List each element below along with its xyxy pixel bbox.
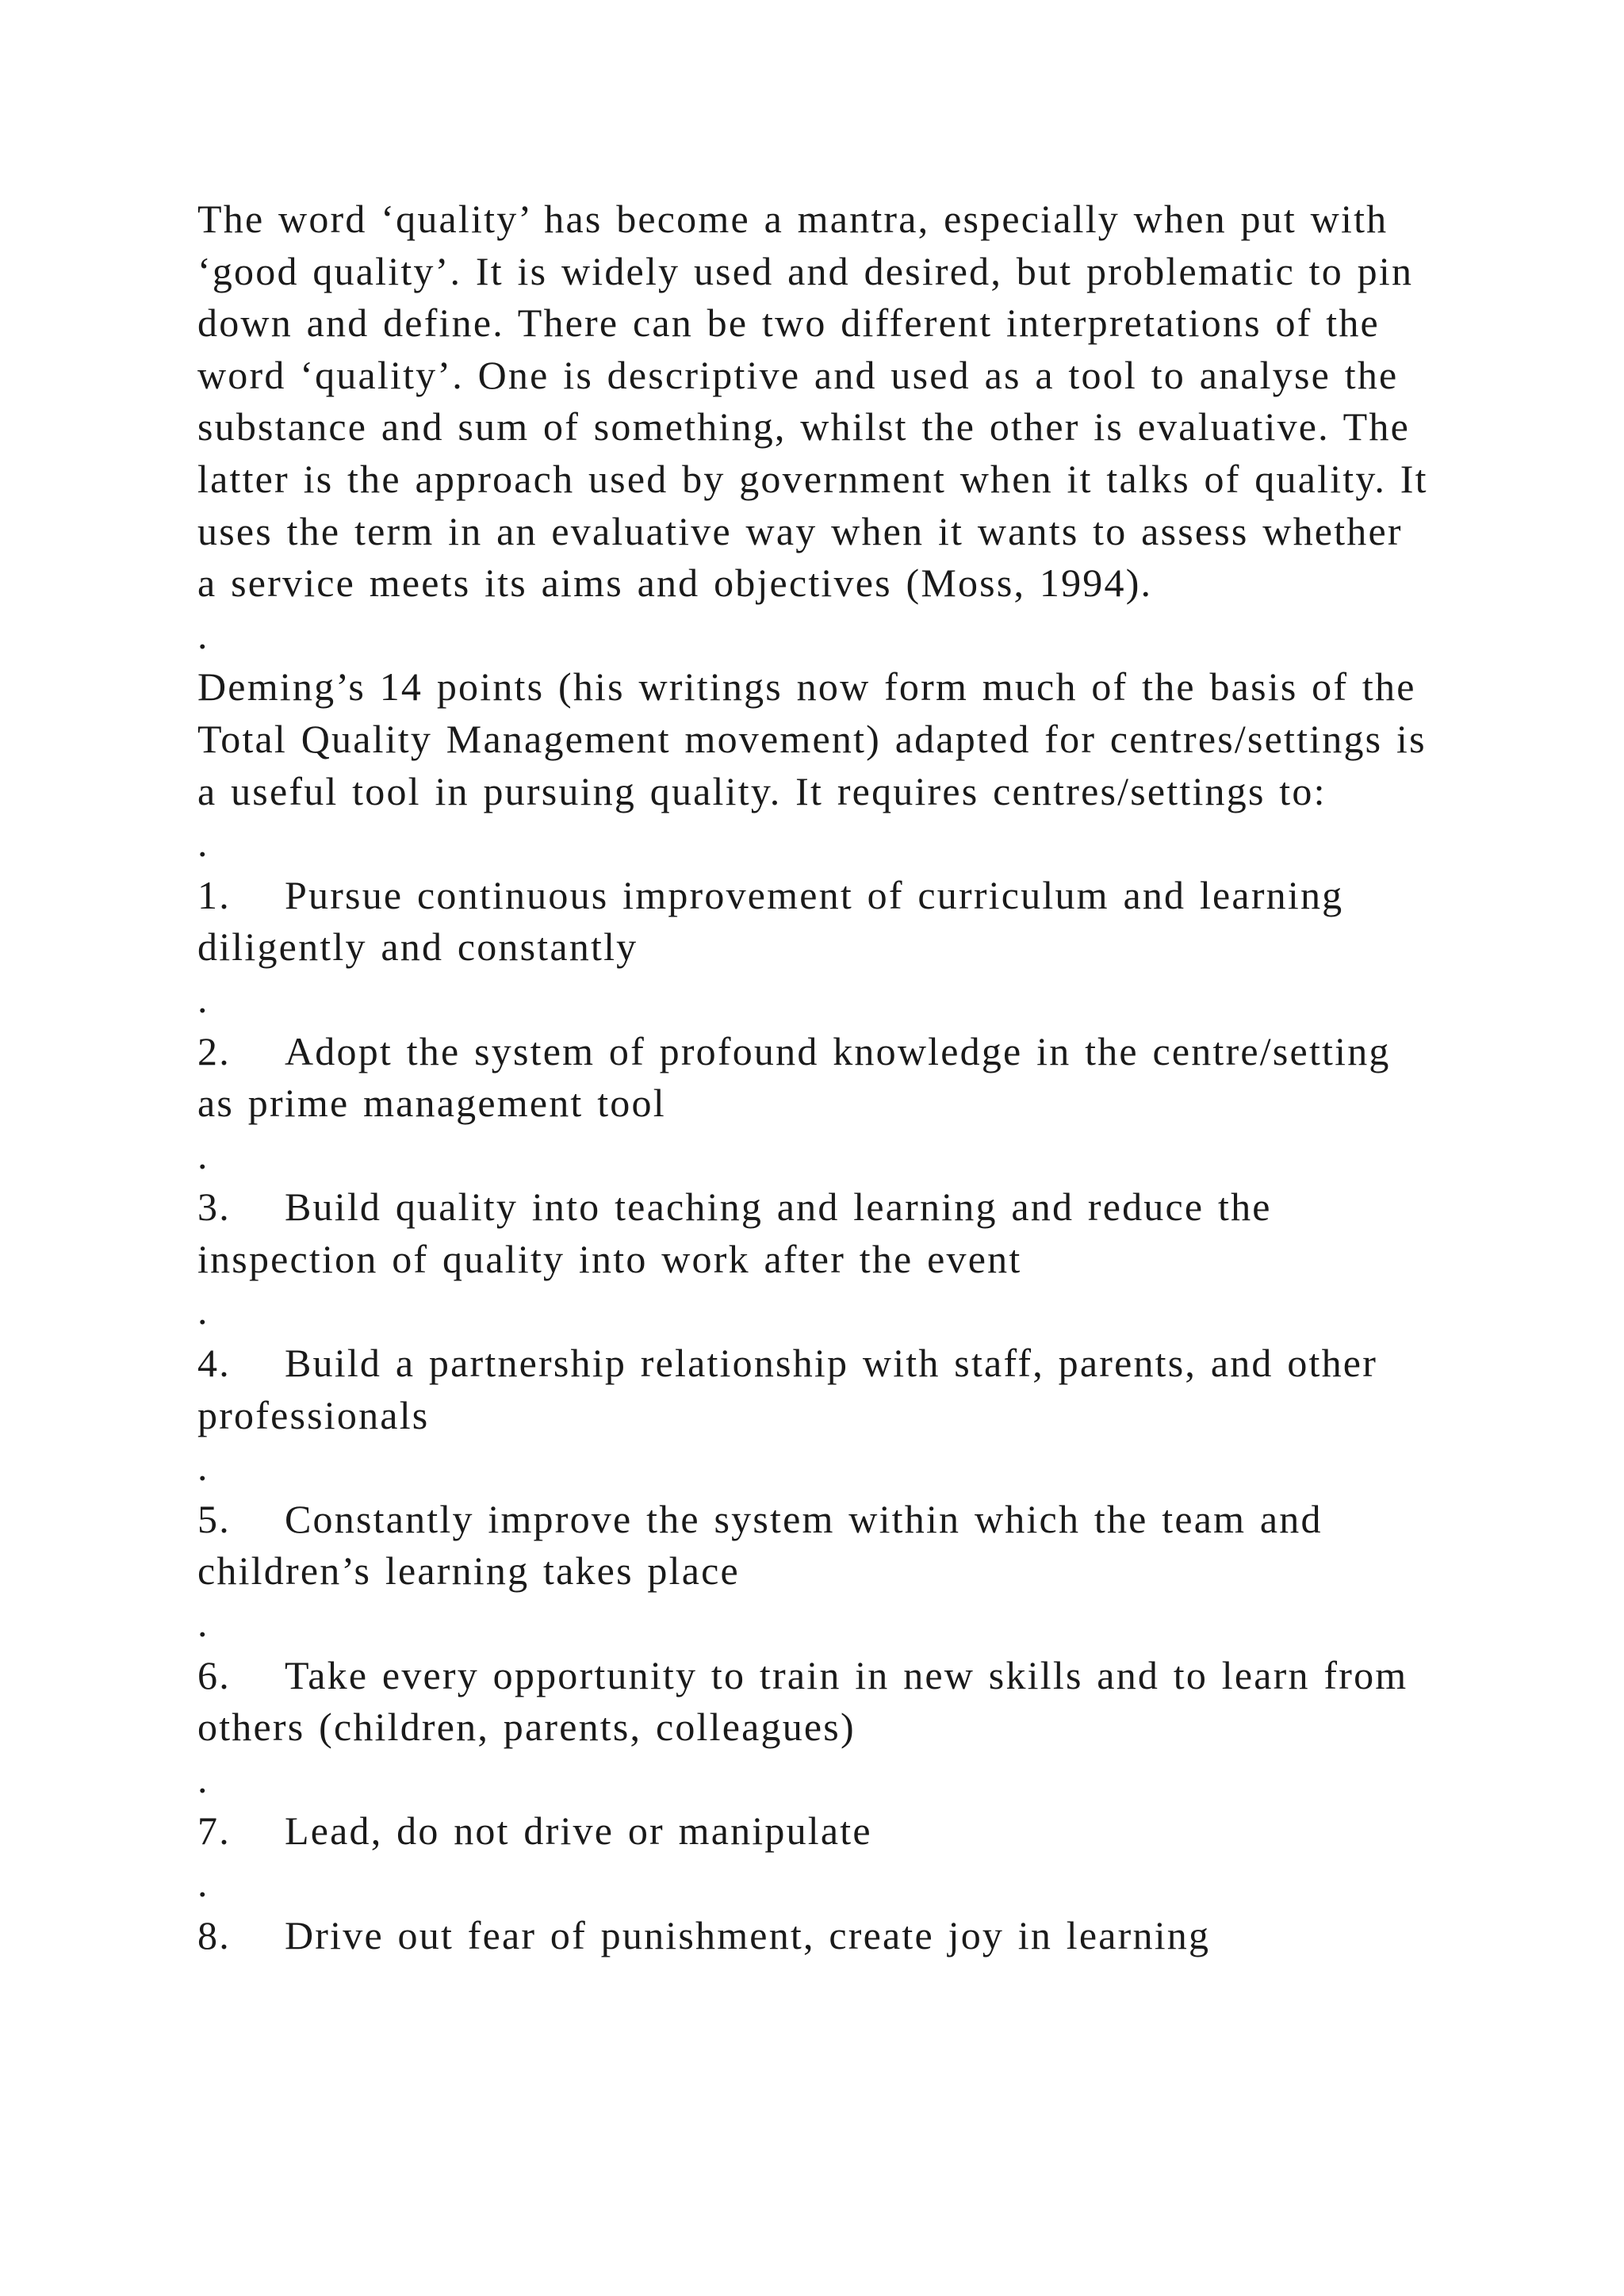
list-item-6 <box>197 1650 1434 1754</box>
deming-intro-paragraph: Deming’s 14 points (his writings now form much of the basis of the Total Quality Management movement) adapted for centres/settings is a useful tool in pursuing quality. It requires centres/settings to: <box>197 664 1427 813</box>
list-item-text: Build quality into teaching and learning and reduce the inspection of quality into work after the event <box>197 1184 1272 1281</box>
separator-dot: . <box>197 1132 209 1177</box>
separator-dot: . <box>197 1445 209 1490</box>
list-item-8 <box>197 1910 1434 1962</box>
list-item-number: 5. <box>197 1496 231 1541</box>
list-item-text: Drive out fear of punishment, create joy in learning <box>285 1912 1211 1957</box>
list-item-3 <box>197 1181 1434 1285</box>
separator-dot: . <box>197 1756 209 1801</box>
list-item-1 <box>197 870 1434 974</box>
list-item-text: Build a partnership relationship with staff, parents, and other professionals <box>197 1341 1378 1437</box>
list-item-number: 8. <box>197 1912 231 1957</box>
separator-dot: . <box>197 821 209 866</box>
list-item-number: 1. <box>197 872 231 917</box>
list-item-text: Pursue continuous improvement of curriculum and learning diligently and constantly <box>197 872 1344 970</box>
list-item-text: Lead, do not drive or manipulate <box>285 1808 872 1854</box>
separator-dot: . <box>197 1601 209 1646</box>
list-item-number: 2. <box>197 1028 231 1073</box>
list-item-number: 4. <box>197 1341 231 1386</box>
list-item-text: Adopt the system of profound knowledge in the centre/setting as prime management tool <box>197 1028 1391 1126</box>
document-body <box>197 193 1434 1961</box>
separator-dot: . <box>197 1288 209 1334</box>
list-item-5 <box>197 1494 1434 1598</box>
list-item-number: 3. <box>197 1184 231 1230</box>
list-item-text: Constantly improve the system within which the team and children’s learning takes place <box>197 1496 1323 1594</box>
list-item-text: Take every opportunity to train in new skills and to learn from others (children, parents, colleagues) <box>197 1652 1408 1750</box>
list-item-4 <box>197 1337 1434 1441</box>
list-item-number: 6. <box>197 1652 231 1697</box>
list-item-number: 7. <box>197 1808 231 1854</box>
list-item-2 <box>197 1026 1434 1130</box>
separator-dot: . <box>197 976 209 1021</box>
intro-paragraph: The word ‘quality’ has become a mantra, especially when put with ‘good quality’. It is widely used and desired, but problematic to pin down and define. There can be two different interpretations of the word ‘quality’. One is descriptive and used as a tool to analyse the substance and sum of something, whilst the other is evaluative. The latter is the approach used by government when it talks of quality. It uses the term in an evaluative way when it wants to assess whether a service meets its aims and objectives (Moss, 1994). <box>197 197 1428 606</box>
separator-dot: . <box>197 1861 209 1905</box>
separator-dot: . <box>197 612 209 657</box>
list-item-7 <box>197 1805 1434 1858</box>
